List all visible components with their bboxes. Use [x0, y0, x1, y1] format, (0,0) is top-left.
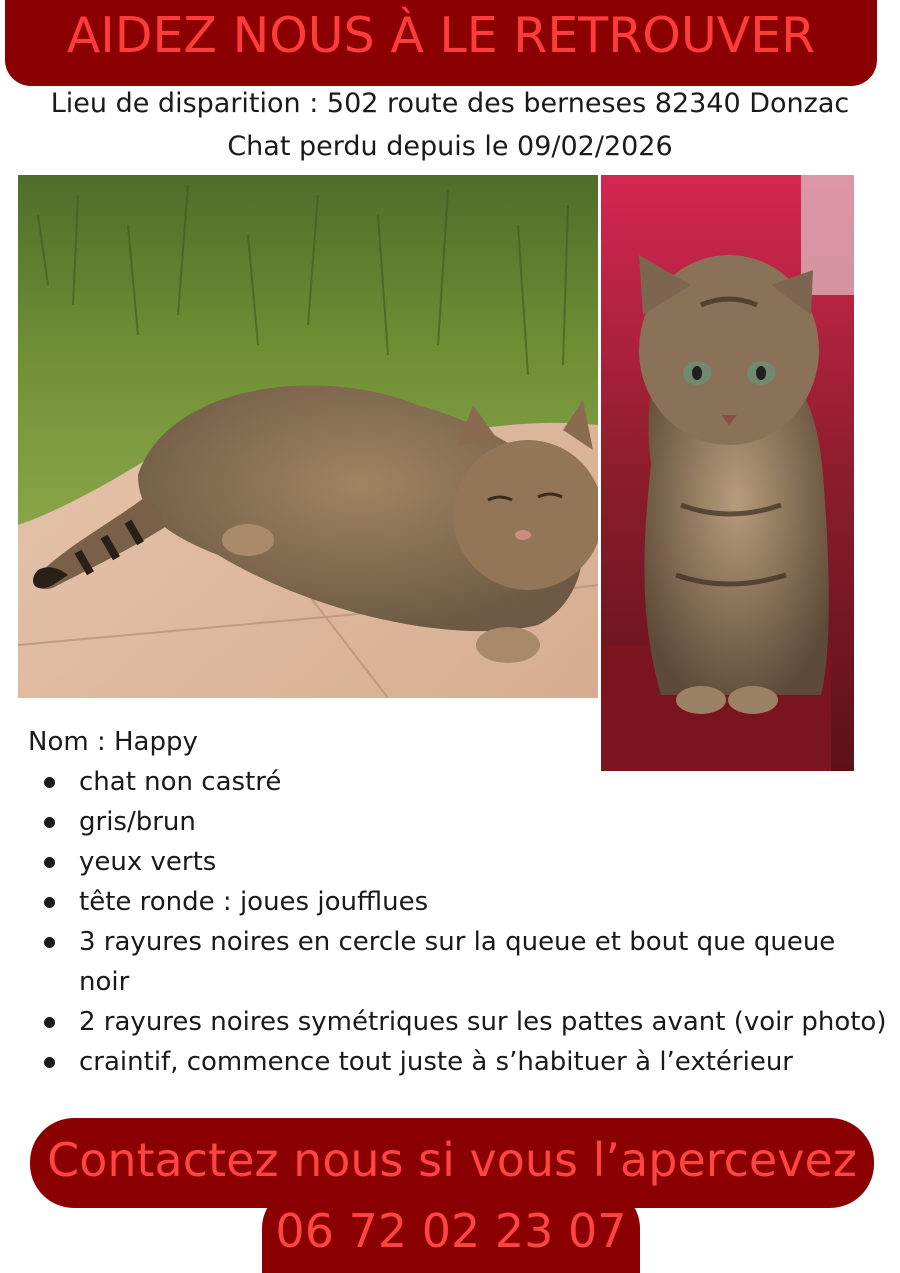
contact-message: Contactez nous si vous l’apercevez	[47, 1133, 857, 1187]
feature-text: craintif, commence tout juste à s’habituer à l’extérieur	[79, 1047, 793, 1077]
feature-text: gris/brun	[79, 807, 196, 837]
feature-text: chat non castré	[79, 767, 282, 797]
bullet-icon	[44, 777, 55, 788]
list-item	[28, 922, 888, 1002]
cat-name: Nom : Happy	[28, 727, 198, 757]
location-text: Lieu de disparition : 502 route des berneses 82340 Donzac	[50, 88, 850, 119]
bullet-icon	[44, 1017, 55, 1028]
feature-text: tête ronde : joues joufflues	[79, 887, 429, 917]
lost-since-text: Chat perdu depuis le 09/02/2026	[227, 131, 673, 162]
bullet-icon	[44, 897, 55, 908]
list-item	[28, 802, 888, 842]
photo-cat-sitting	[601, 175, 854, 771]
poster-title: AIDEZ NOUS À LE RETROUVER	[66, 7, 816, 64]
cat-details	[28, 722, 888, 1082]
bullet-icon	[44, 1057, 55, 1068]
list-item	[28, 882, 888, 922]
list-item	[28, 1042, 888, 1082]
phone-banner	[262, 1188, 640, 1273]
list-item	[28, 762, 888, 802]
bullet-icon	[44, 857, 55, 868]
feature-text: yeux verts	[79, 847, 217, 877]
features-list	[28, 762, 888, 1082]
photo-cat-lying	[18, 175, 598, 698]
list-item	[28, 1002, 888, 1042]
phone-number[interactable]: 06 72 02 23 07	[275, 1204, 627, 1258]
title-banner	[5, 0, 877, 86]
bullet-icon	[44, 817, 55, 828]
bullet-icon	[44, 937, 55, 948]
list-item	[28, 842, 888, 882]
feature-text: 3 rayures noires en cercle sur la queue et bout que queue noir	[79, 927, 836, 997]
feature-text: 2 rayures noires symétriques sur les pattes avant (voir photo)	[79, 1007, 887, 1037]
